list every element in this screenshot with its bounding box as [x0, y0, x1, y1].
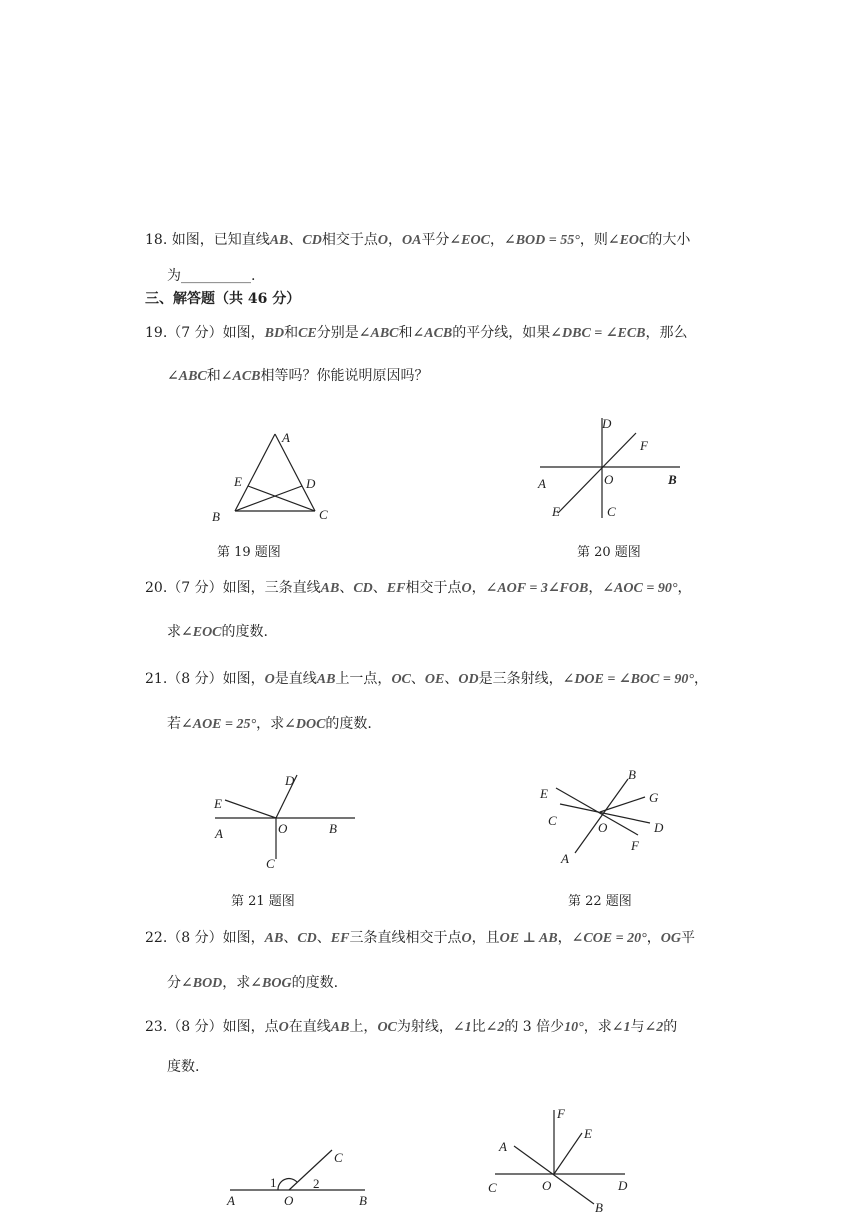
q21-line1: [145, 669, 708, 690]
q22-text: ，求∠: [222, 975, 263, 991]
math: 2: [497, 1020, 505, 1035]
math: 2: [656, 1020, 664, 1035]
q21-line2: [167, 714, 372, 735]
label-2: 2: [313, 1176, 320, 1191]
label-d: D: [654, 820, 664, 835]
q18-text: ，∠: [489, 232, 516, 248]
math: AB: [316, 672, 336, 687]
math: EF: [386, 581, 406, 596]
math: ACB: [232, 369, 261, 384]
angle-arc: [278, 1179, 297, 1190]
label-e: E: [552, 504, 560, 519]
math: AOE = 25°: [192, 717, 257, 732]
q23-text: 的: [663, 1019, 678, 1035]
q20-text: ，∠: [471, 580, 498, 596]
q20-text: 、: [372, 580, 387, 596]
label-c: C: [334, 1150, 343, 1165]
caption-21: 第 21 题图: [231, 894, 295, 909]
label-d: D: [618, 1178, 628, 1193]
q23-text: 比∠: [471, 1019, 498, 1035]
label-a: A: [282, 430, 290, 445]
label-b: B: [212, 509, 220, 524]
q23-text: 23.（8 分）如图，点: [145, 1019, 279, 1035]
math: CD: [297, 931, 317, 946]
label-e: E: [234, 474, 242, 489]
line-ef: [558, 433, 636, 513]
math: ACB: [424, 326, 453, 341]
caption-19: 第 19 题图: [217, 545, 281, 560]
label-c: C: [548, 813, 557, 828]
q18-text: ，: [387, 232, 402, 248]
math: OC: [377, 1020, 397, 1035]
side-ab: [235, 434, 275, 511]
q18-text: 18. 如图，已知直线: [145, 232, 270, 248]
math: ABC: [178, 369, 207, 384]
q22-line2: [167, 973, 338, 994]
q22-line1: [145, 928, 695, 949]
math: AOC = 90°: [614, 581, 678, 596]
math: CD: [302, 233, 322, 248]
label-o: O: [278, 821, 288, 836]
math: EF: [330, 931, 350, 946]
q22-text: ，∠: [557, 930, 584, 946]
q19-text: 的平分线，如果∠: [452, 325, 562, 341]
q20-text: 、: [339, 580, 354, 596]
math: 1: [464, 1020, 472, 1035]
q18-text: ，则∠: [579, 232, 620, 248]
math: OD: [458, 672, 479, 687]
q23-line2: 度数.: [167, 1059, 200, 1075]
q19-text: 19.（7 分）如图，: [145, 325, 265, 341]
q21-text: ，: [693, 671, 708, 687]
label-f: F: [640, 438, 648, 453]
q21-text: 若∠: [167, 716, 193, 732]
math: OG: [660, 931, 681, 946]
math: AB: [269, 233, 289, 248]
math: AB: [320, 581, 340, 596]
side-ac: [275, 434, 315, 511]
q22-text: 的度数.: [291, 975, 339, 991]
label-o: O: [604, 472, 614, 487]
label-c: C: [607, 504, 616, 519]
q21-text: 是直线: [274, 671, 317, 687]
math: ABC: [370, 326, 399, 341]
q20-text: 相交于点: [405, 580, 462, 596]
label-c: C: [319, 507, 328, 522]
q22-text: 分∠: [167, 975, 193, 991]
math: OA: [401, 233, 422, 248]
q19-line2: [167, 366, 429, 387]
figure-24: [480, 1100, 640, 1215]
q20-text: ，: [677, 580, 692, 596]
q19-text: ，那么: [645, 325, 688, 341]
label-a: A: [215, 826, 223, 841]
math: EOC: [192, 625, 222, 640]
q20-text: 20.（7 分）如图，三条直线: [145, 580, 321, 596]
figure-23: [220, 1140, 380, 1210]
q22-text: 22.（8 分）如图，: [145, 930, 265, 946]
q19-text: 和∠: [398, 325, 425, 341]
math: O: [461, 931, 472, 946]
math: BD: [264, 326, 285, 341]
q22-text: ，且: [471, 930, 500, 946]
q23-text: 与∠: [630, 1019, 657, 1035]
math: AB: [264, 931, 284, 946]
q18-line1: [145, 230, 690, 251]
math: DBC = ∠ECB: [562, 326, 646, 341]
q21-text: ，求∠: [256, 716, 296, 732]
label-o: O: [284, 1193, 294, 1208]
q22-text: 平: [680, 930, 695, 946]
q19-text: 和: [284, 325, 299, 341]
q21-text: 的度数.: [325, 716, 372, 732]
math: OE: [424, 672, 445, 687]
label-g: G: [649, 790, 659, 805]
q20-line2: [167, 622, 268, 643]
label-b: B: [628, 767, 636, 782]
q21-text: 是三条射线，∠: [478, 671, 575, 687]
math: BOD: [192, 976, 223, 991]
q23-text: 在直线: [288, 1019, 331, 1035]
q18-text: 、: [288, 232, 303, 248]
q20-line1: [145, 578, 691, 599]
figure-21: [205, 765, 365, 875]
label-a: A: [561, 851, 569, 866]
figure-20: [530, 410, 690, 522]
ray-og: [600, 797, 645, 812]
math: CE: [298, 326, 317, 341]
q22-text: ，: [646, 930, 661, 946]
q21-text: 上一点，: [335, 671, 392, 687]
q22-text: 三条直线相交于点: [349, 930, 462, 946]
math: EOC: [461, 233, 490, 248]
math: OC: [391, 672, 411, 687]
q18-line2: 为__________.: [167, 268, 256, 284]
q18-text: 相交于点: [321, 232, 378, 248]
q20-text: 的度数.: [221, 624, 268, 640]
label-d: D: [306, 476, 316, 491]
label-a: A: [227, 1193, 235, 1208]
segment-bd: [235, 486, 302, 511]
math: DOE = ∠BOC = 90°: [574, 672, 694, 687]
math: O: [264, 672, 275, 687]
math: AOF = 3∠FOB: [497, 581, 589, 596]
math: O: [278, 1020, 289, 1035]
label-e: E: [584, 1126, 592, 1141]
line-ef: [556, 788, 638, 835]
q19-text: 和∠: [206, 368, 233, 384]
caption-22: 第 22 题图: [568, 894, 632, 909]
q19-text: 分别是∠: [316, 325, 371, 341]
q23-line1: [145, 1017, 677, 1038]
label-b: B: [668, 472, 677, 487]
math: 10°: [564, 1020, 584, 1035]
math: O: [461, 581, 472, 596]
ray-oe: [554, 1133, 582, 1174]
q19-text: ∠: [167, 368, 179, 384]
math: BOG: [262, 976, 292, 991]
math: AB: [330, 1020, 350, 1035]
figure-22: [530, 765, 680, 875]
segment-ce: [248, 486, 315, 511]
q18-text: 平分∠: [421, 232, 462, 248]
label-d: D: [602, 416, 612, 431]
label-a: A: [538, 476, 546, 491]
label-b: B: [329, 821, 337, 836]
q18-text: 的大小: [648, 232, 691, 248]
q19-line1: [145, 323, 688, 344]
q23-text: 上，: [349, 1019, 378, 1035]
q23-text: 为射线，∠: [396, 1019, 465, 1035]
math: OE ⊥ AB: [499, 931, 558, 946]
math: BOD = 55°: [515, 233, 580, 248]
label-b: B: [359, 1193, 367, 1208]
label-c: C: [266, 856, 275, 871]
label-e: E: [214, 796, 222, 811]
q20-text: ，∠: [588, 580, 615, 596]
q22-text: 、: [316, 930, 331, 946]
section-heading: 三、解答题（共 46 分）: [145, 291, 301, 307]
q21-text: 、: [444, 671, 459, 687]
q22-text: 、: [283, 930, 298, 946]
label-b: B: [595, 1200, 603, 1215]
caption-20: 第 20 题图: [577, 545, 641, 560]
math: 1: [623, 1020, 631, 1035]
q21-text: 21.（8 分）如图，: [145, 671, 265, 687]
figure-19: [200, 420, 350, 524]
label-1: 1: [270, 1175, 277, 1190]
q21-text: 、: [410, 671, 425, 687]
math: COE = 20°: [583, 931, 647, 946]
math: DOC: [295, 717, 326, 732]
line-ab: [575, 779, 628, 853]
label-o: O: [598, 820, 608, 835]
label-e: E: [540, 786, 548, 801]
q20-text: 求∠: [167, 624, 193, 640]
label-c: C: [488, 1180, 497, 1195]
q23-text: 的 3 倍少: [504, 1019, 565, 1035]
label-o: O: [542, 1178, 552, 1193]
label-f: F: [557, 1106, 565, 1121]
ray-oe: [225, 800, 276, 818]
q19-text: 相等吗？你能说明原因吗？: [260, 368, 429, 384]
math: EOC: [619, 233, 649, 248]
ray-oc: [289, 1150, 332, 1190]
math: O: [377, 233, 388, 248]
q23-text: ，求∠: [583, 1019, 624, 1035]
label-f: F: [631, 838, 639, 853]
label-d: D: [285, 773, 295, 788]
math: CD: [353, 581, 373, 596]
label-a: A: [499, 1139, 507, 1154]
